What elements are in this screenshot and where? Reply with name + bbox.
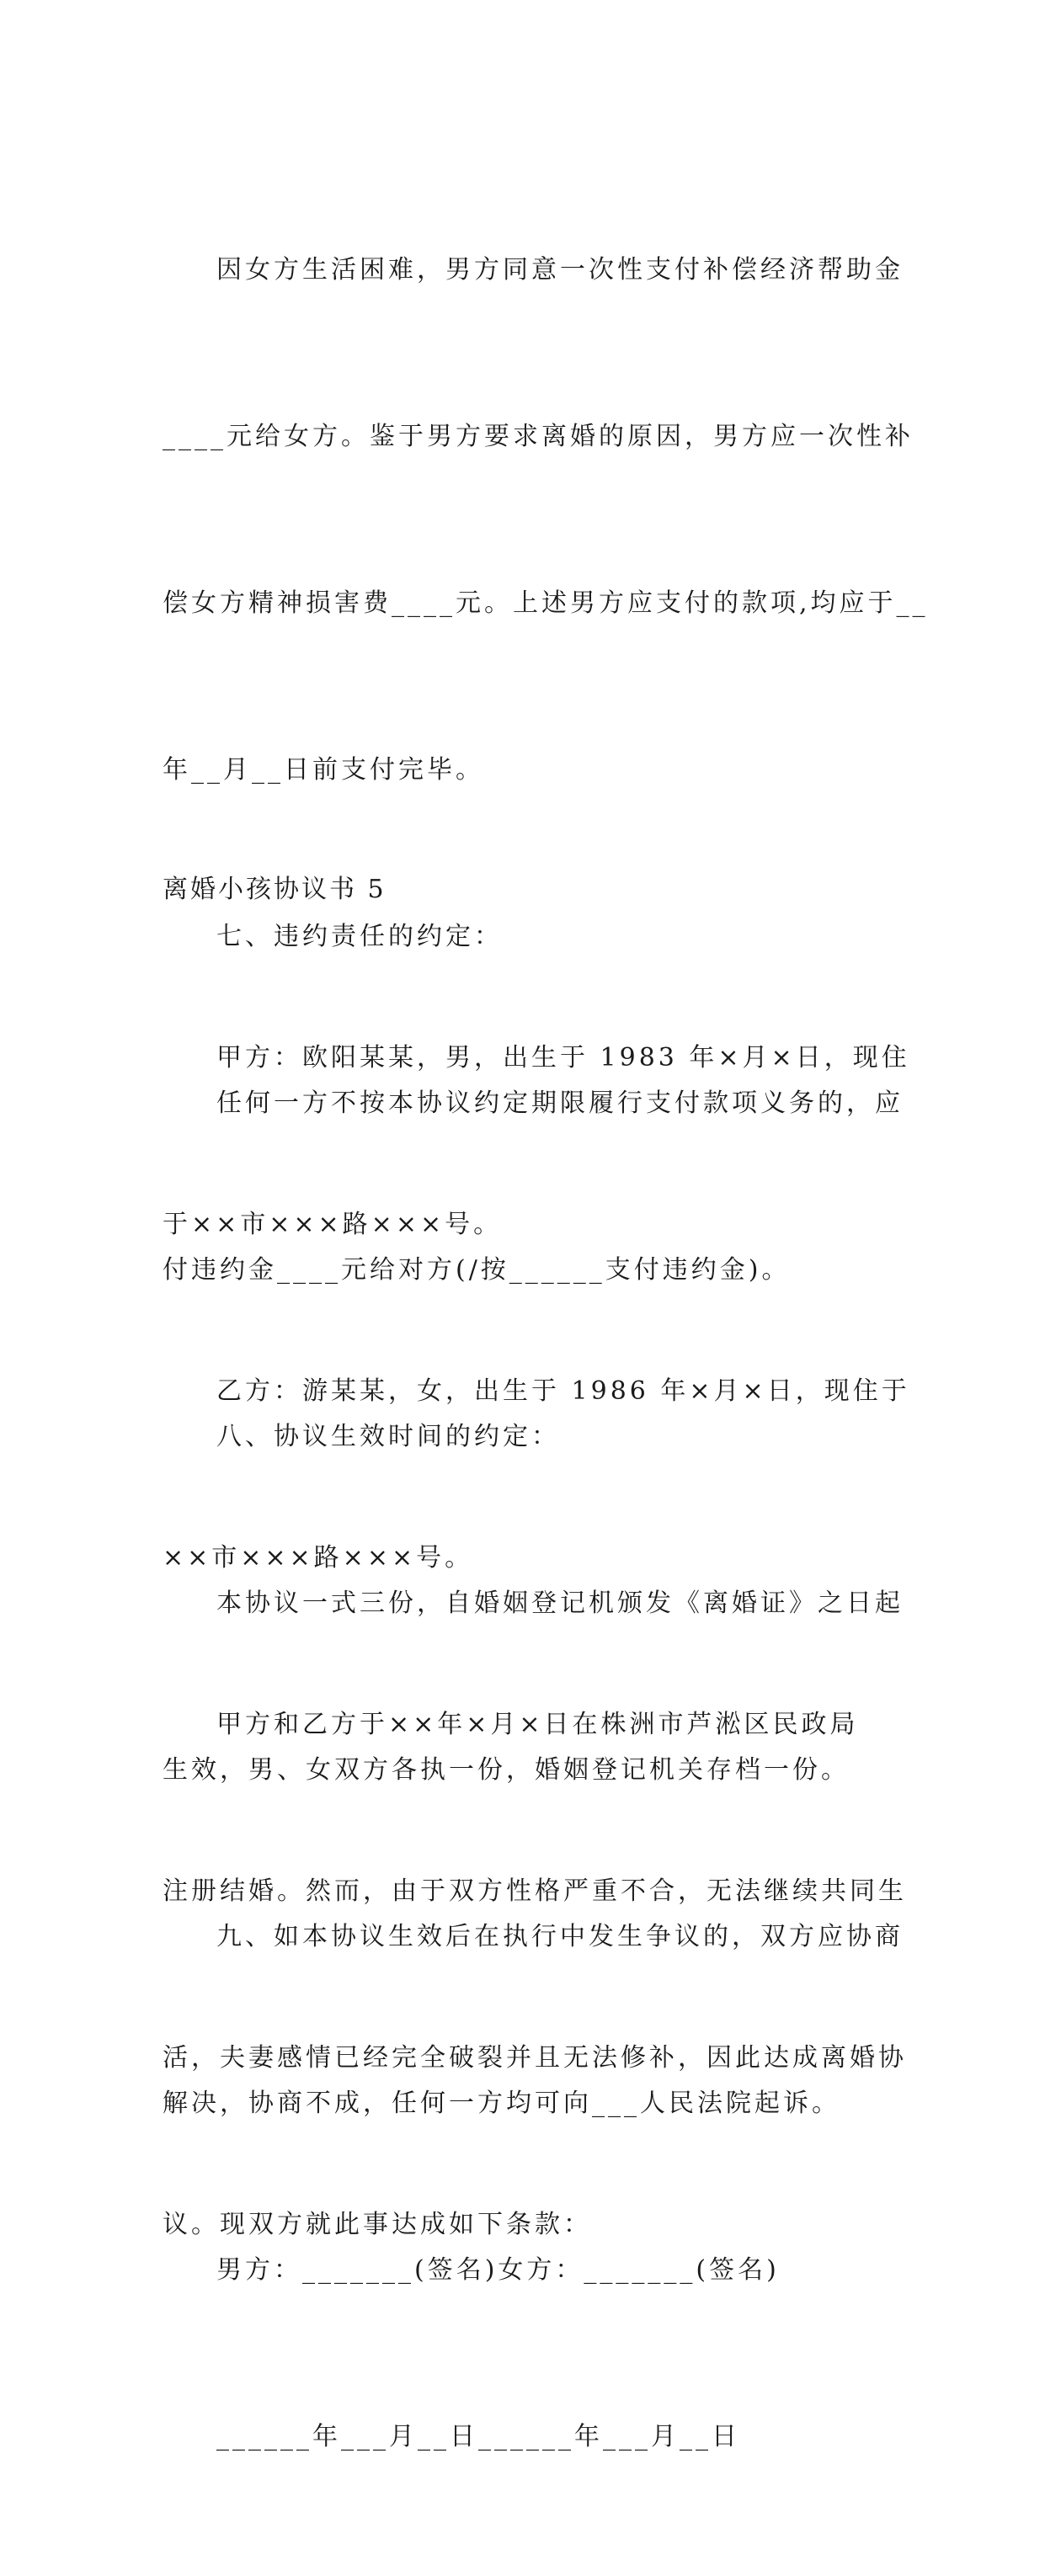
paragraph-line: 因女方生活困难，男方同意一次性支付补偿经济帮助金 bbox=[216, 255, 904, 285]
clause-heading-seven: 七、违约责任的约定： bbox=[216, 922, 503, 951]
clause-heading-eight: 八、协议生效时间的约定： bbox=[216, 1422, 560, 1451]
document-title: 离婚小孩协议书 5 bbox=[163, 875, 387, 904]
paragraph-line: 付违约金____元给对方(/按______支付违约金)。 bbox=[163, 1255, 791, 1285]
paragraph-line: 解决，协商不成，任何一方均可向___人民法院起诉。 bbox=[163, 2089, 840, 2118]
clause-heading-nine: 九、如本协议生效后在执行中发生争议的，双方应协商 bbox=[216, 1922, 904, 1951]
paragraph-line: 本协议一式三份，自婚姻登记机颁发《离婚证》之日起 bbox=[216, 1589, 904, 1618]
paragraph-line: 议。现双方就此事达成如下条款： bbox=[163, 2210, 592, 2239]
paragraph-line: 注册结婚。然而，由于双方性格严重不合，无法继续共同生 bbox=[163, 1876, 907, 1906]
paragraph-line: 于××市×××路×××号。 bbox=[163, 1210, 503, 1239]
paragraph-line: 生效，男、女双方各执一份，婚姻登记机关存档一份。 bbox=[163, 1755, 850, 1785]
paragraph-line: 乙方：游某某，女，出生于 1986 年×月×日，现住于 bbox=[216, 1376, 910, 1406]
paragraph-line: 活，夫妻感情已经完全破裂并且无法修补，因此达成离婚协 bbox=[163, 2043, 907, 2073]
party-info-section bbox=[163, 919, 910, 2364]
paragraph-line: ××市×××路×××号。 bbox=[163, 1543, 474, 1573]
paragraph-line: 偿女方精神损害费____元。上述男方应支付的款项,均应于__ bbox=[163, 588, 929, 618]
signature-line: 男方：_______(签名)女方：_______(签名) bbox=[216, 2255, 780, 2285]
paragraph-line: ____元给女方。鉴于男方要求离婚的原因，男方应一次性补 bbox=[163, 422, 914, 451]
paragraph-line: 任何一方不按本协议约定期限履行支付款项义务的，应 bbox=[216, 1088, 904, 1118]
date-line: ______年___月__日______年___月__日 bbox=[216, 2422, 740, 2451]
paragraph-line: 甲方和乙方于××年×月×日在株洲市芦淞区民政局 bbox=[216, 1710, 859, 1739]
paragraph-line: 年__月__日前支付完毕。 bbox=[163, 755, 484, 785]
paragraph-line: 甲方：欧阳某某，男，出生于 1983 年×月×日，现住 bbox=[216, 1043, 910, 1072]
